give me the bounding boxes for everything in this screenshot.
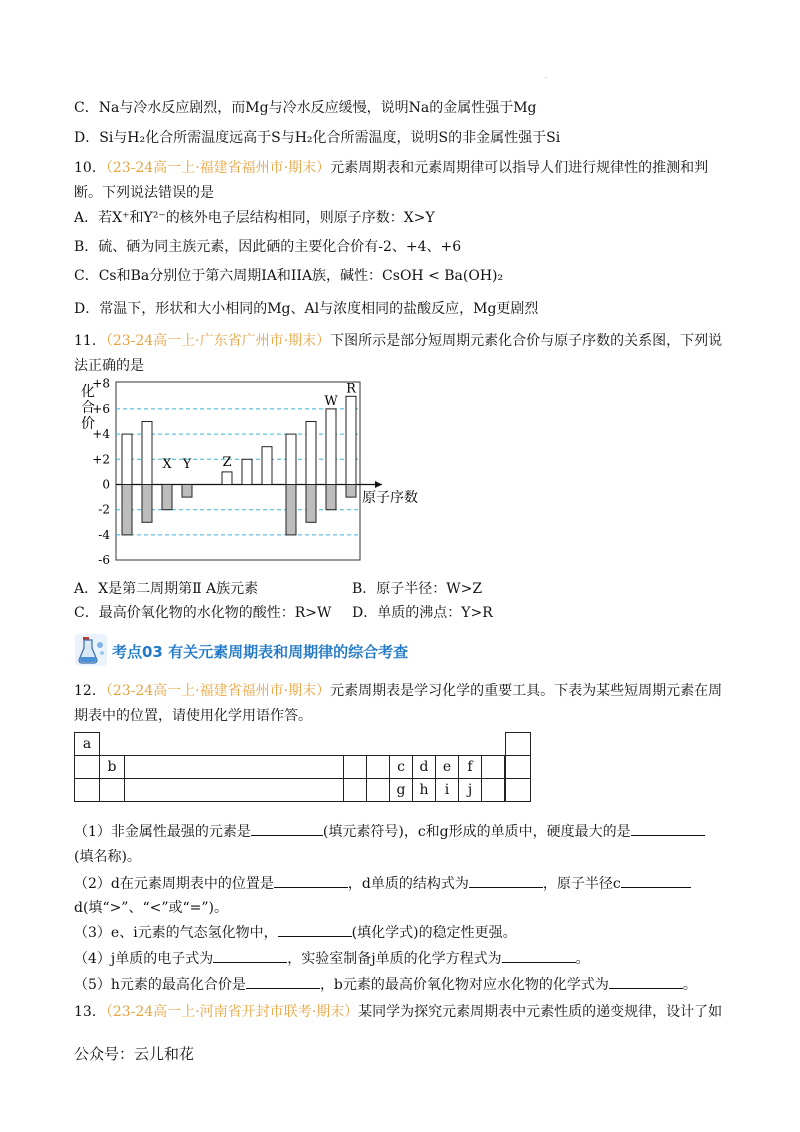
- q11-option-c: C．最高价氧化物的水化物的酸性：R>W: [74, 605, 332, 621]
- q12-p5-text2: ，b元素的最高价氧化物对应水化物的化学式为: [319, 977, 609, 993]
- cell-e: e: [436, 756, 459, 779]
- q13-number: 13．: [74, 1004, 106, 1020]
- q10-option-c: C．Cs和Ba分别位于第六周期IA和IIA族，碱性：CsOH < Ba(OH)₂: [74, 268, 504, 284]
- q12-p2-blank3[interactable]: [621, 873, 691, 888]
- negative-bar: [306, 485, 316, 523]
- q12-p1-text2: (填元素符号)，c和g形成的单质中，硬度最大的是: [322, 824, 631, 840]
- cell-empty: [506, 733, 531, 756]
- element-label-w: W: [324, 393, 338, 409]
- positive-bar: [122, 434, 132, 484]
- cell-g: g: [390, 779, 413, 802]
- q12-p2-blank2[interactable]: [469, 873, 543, 888]
- y-axis-label: 合: [81, 400, 95, 416]
- positive-bar: [222, 472, 232, 485]
- cell-a: a: [75, 733, 100, 756]
- q12-p5-text3: 。: [682, 977, 697, 993]
- q12-part1-cont: (填名称)。: [74, 849, 141, 865]
- q12-stem-line2: 期表中的位置，请使用化学用语作答。: [74, 708, 312, 724]
- element-label-y: Y: [182, 456, 192, 472]
- q12-p2-text2: ，d单质的结构式为: [347, 876, 469, 892]
- q10-stem: 元素周期表和元素周期律可以指导人们进行规律性的推测和判: [330, 160, 709, 176]
- y-tick-label: +6: [92, 401, 110, 416]
- q12-part1: [74, 821, 705, 841]
- y-tick-label: +4: [92, 427, 110, 442]
- positive-bar: [326, 409, 336, 485]
- q10-stem-line1: [74, 157, 708, 177]
- positive-bar: [262, 447, 272, 485]
- q12-number: 12．: [74, 683, 106, 699]
- q12-p4-blank1[interactable]: [213, 948, 287, 963]
- positive-bar: [346, 396, 356, 484]
- q12-stem-line1: [74, 680, 722, 700]
- valence-chart: [70, 376, 418, 572]
- cell-f: f: [459, 756, 482, 779]
- q12-p3-text: （3）e、i元素的气态氢化物中，: [74, 925, 278, 941]
- positive-bar: [306, 422, 316, 485]
- q11-source: （23-24高一上·广东省广州市·期末）: [105, 333, 331, 349]
- q12-part3: [74, 922, 517, 942]
- cell-i: i: [436, 779, 459, 802]
- q12-p1-blank2[interactable]: [631, 821, 705, 836]
- negative-bar: [142, 485, 152, 523]
- y-tick-label: -4: [98, 527, 110, 542]
- q10-option-a: A．若X⁺和Y²⁻的核外电子层结构相同，则原子序数：X>Y: [74, 210, 435, 226]
- q12-p3-blank[interactable]: [278, 922, 352, 937]
- element-label-r: R: [346, 381, 356, 397]
- q11-stem-line1: [74, 330, 722, 350]
- q12-p2-blank1[interactable]: [274, 873, 348, 888]
- positive-bar: [142, 422, 152, 485]
- q12-part5: [74, 974, 697, 994]
- y-tick-label: 0: [102, 477, 110, 492]
- cell-j: j: [459, 779, 482, 802]
- q13-stem: 某同学为探究元素周期表中元素性质的递变规律，设计了如: [358, 1004, 723, 1020]
- q12-p5-blank2[interactable]: [609, 974, 683, 989]
- q13-stem-line1: [74, 1001, 722, 1021]
- x-axis-label: 原子序数: [362, 490, 418, 506]
- q12-p2-text3: ，原子半径c: [542, 876, 621, 892]
- q11-stem-line2: 法正确的是: [74, 358, 144, 374]
- q12-p4-text3: 。: [575, 951, 590, 967]
- q12-p4-blank2[interactable]: [502, 948, 576, 963]
- q12-p1-text: （1）非金属性最强的元素是: [74, 824, 251, 840]
- q12-p1-blank1[interactable]: [251, 821, 323, 836]
- y-tick-label: +2: [92, 452, 110, 467]
- q12-part2-cont: d(填“>”、“<”或“=”)。: [74, 900, 229, 916]
- q11-stem: 下图所示是部分短周期元素化合价与原子序数的关系图，下列说: [330, 333, 723, 349]
- element-label-z: Z: [222, 454, 232, 470]
- q10-source: （23-24高一上·福建省福州市·期末）: [105, 160, 331, 176]
- q10-option-b: B．硫、硒为同主族元素，因此硒的主要化合价有-2、+4、+6: [74, 239, 462, 255]
- q11-option-d: D．单质的沸点：Y>R: [352, 605, 493, 621]
- q10-option-d: D．常温下，形状和大小相同的Mg、Al与浓度相同的盐酸反应，Mg更剧烈: [74, 301, 539, 317]
- negative-bar: [286, 485, 296, 535]
- q12-part4: [74, 948, 590, 968]
- q12-p3-text2: (填化学式)的稳定性更强。: [351, 925, 517, 941]
- q11-option-b: B．原子半径：W>Z: [352, 581, 483, 597]
- cell-d: d: [413, 756, 436, 779]
- section-title: 考点03 有关元素周期表和周期律的综合考查: [112, 643, 409, 661]
- y-tick-label: -2: [98, 502, 110, 517]
- flask-icon: [74, 633, 108, 667]
- q12-stem: 元素周期表是学习化学的重要工具。下表为某些短周期元素在周: [330, 683, 723, 699]
- q12-part2: [74, 873, 691, 893]
- section-header: [74, 633, 734, 667]
- speck: ·: [545, 75, 547, 82]
- q12-p4-text2: ，实验室制备j单质的化学方程式为: [287, 951, 502, 967]
- q11-number: 11．: [74, 333, 106, 349]
- prev-option-d: D．Si与H₂化合所需温度远高于S与H₂化合所需温度，说明S的非金属性强于Si: [74, 130, 561, 146]
- periodic-table-fragment: [74, 732, 531, 802]
- footer-wechat: 公众号：云儿和花: [74, 1045, 195, 1063]
- q11-option-a: A．X是第二周期第Ⅱ A族元素: [74, 581, 259, 597]
- cell-b: b: [100, 756, 125, 779]
- negative-bar: [162, 485, 172, 510]
- q12-p5-text: （5）h元素的最高化合价是: [74, 977, 246, 993]
- q12-p2-text: （2）d在元素周期表中的位置是: [74, 876, 274, 892]
- positive-bar: [286, 434, 296, 484]
- q13-source: （23-24高一上·河南省开封市联考·期末）: [105, 1004, 359, 1020]
- x-axis-arrow: [375, 481, 382, 488]
- cell-h: h: [413, 779, 436, 802]
- cell-c: c: [390, 756, 413, 779]
- q10-stem-line2: 断。下列说法错误的是: [74, 185, 214, 201]
- prev-option-c: C．Na与冷水反应剧烈，而Mg与冷水反应缓慢，说明Na的金属性强于Mg: [74, 100, 537, 116]
- q12-p4-text: （4）j单质的电子式为: [74, 951, 214, 967]
- negative-bar: [182, 485, 192, 498]
- element-label-x: X: [162, 456, 172, 472]
- y-tick-label: -6: [98, 553, 110, 568]
- negative-bar: [346, 485, 356, 498]
- y-tick-label: +8: [92, 376, 110, 391]
- q12-source: （23-24高一上·福建省福州市·期末）: [105, 683, 331, 699]
- q12-p5-blank1[interactable]: [246, 974, 320, 989]
- y-axis-label: 化: [81, 384, 95, 400]
- negative-bar: [122, 485, 132, 535]
- q10-number: 10．: [74, 160, 106, 176]
- negative-bar: [326, 485, 336, 510]
- y-axis-label: 价: [81, 416, 95, 432]
- positive-bar: [242, 459, 252, 484]
